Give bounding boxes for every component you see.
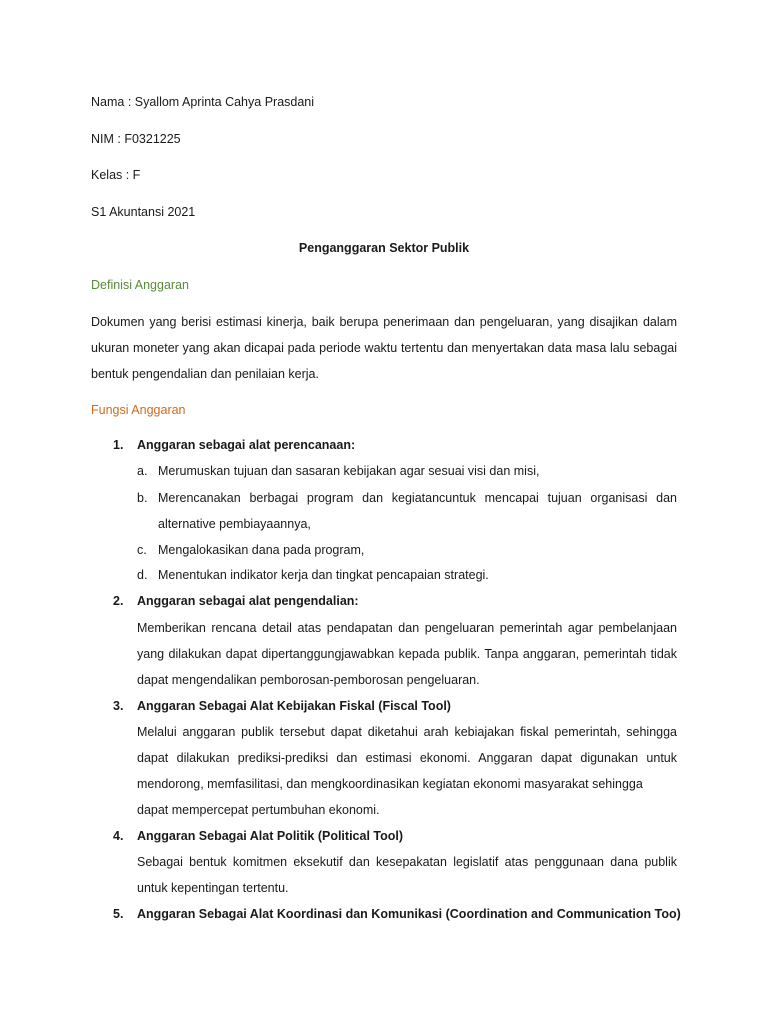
list-item-body: Melalui anggaran publik tersebut dapat diketahui arah kebiajakan fiskal pemerintah, sehingga [137, 725, 677, 739]
sublist-text: Merumuskan tujuan dan sasaran kebijakan agar sesuai visi dan misi, [158, 464, 540, 478]
list-item-body: dapat mempercepat pertumbuhan ekonomi. [137, 803, 380, 817]
sublist-letter: c. [137, 543, 147, 557]
list-item-body: yang dilakukan dapat dipertanggungjawabkan kepada publik. Tanpa anggaran, pemerintah tidak [137, 647, 677, 661]
student-name: Nama : Syallom Aprinta Cahya Prasdani [91, 95, 315, 109]
sublist-letter: a. [137, 464, 148, 478]
list-item-title: Anggaran sebagai alat perencanaan: [137, 438, 356, 452]
list-item-body: dapat mengendalikan pemborosan-pemborosan pengeluaran. [137, 673, 480, 687]
document-title: Penganggaran Sektor Publik [298, 241, 470, 255]
list-number: 3. [113, 699, 124, 713]
sublist-text: Mengalokasikan dana pada program, [158, 543, 365, 557]
list-number: 1. [113, 438, 124, 452]
sublist-letter: d. [137, 568, 148, 582]
section-heading-definisi: Definisi Anggaran [91, 278, 189, 292]
student-nim: NIM : F0321225 [91, 132, 181, 146]
list-number: 5. [113, 907, 124, 921]
section-heading-fungsi: Fungsi Anggaran [91, 403, 186, 417]
student-program: S1 Akuntansi 2021 [91, 205, 196, 219]
sublist-text: Menentukan indikator kerja dan tingkat pencapaian strategi. [158, 568, 489, 582]
list-number: 2. [113, 594, 124, 608]
list-item-body: dapat dilakukan prediksi-prediksi dan estimasi ekonomi. Anggaran dapat digunakan untuk [137, 751, 677, 765]
definisi-line: ukuran moneter yang akan dicapai pada periode waktu tertentu dan menyertakan data masa lalu sebagai [91, 341, 677, 355]
sublist-text: Merencanakan berbagai program dan kegiatancuntuk mencapai tujuan organisasi dan [158, 491, 677, 505]
list-item-title: Anggaran Sebagai Alat Kebijakan Fiskal (Fiscal Tool) [137, 699, 451, 713]
list-item-body: untuk kepentingan tertentu. [137, 881, 289, 895]
sublist-text: alternative pembiayaannya, [158, 517, 311, 531]
list-item-body: Sebagai bentuk komitmen eksekutif dan kesepakatan legislatif atas penggunaan dana publik [137, 855, 677, 869]
sublist-letter: b. [137, 491, 148, 505]
definisi-line: bentuk pengendalian dan penilaian kerja. [91, 367, 319, 381]
list-item-title: Anggaran Sebagai Alat Koordinasi dan Komunikasi (Coordination and Communication Too) [137, 907, 681, 921]
list-number: 4. [113, 829, 124, 843]
list-item-body: Memberikan rencana detail atas pendapatan dan pengeluaran pemerintah agar pembelanjaan [137, 621, 677, 635]
definisi-line: Dokumen yang berisi estimasi kinerja, baik berupa penerimaan dan pengeluaran, yang disajikan dalam [91, 315, 677, 329]
list-item-title: Anggaran sebagai alat pengendalian: [137, 594, 359, 608]
list-item-title: Anggaran Sebagai Alat Politik (Political Tool) [137, 829, 404, 843]
student-class: Kelas : F [91, 168, 141, 182]
list-item-body: mendorong, memfasilitasi, dan mengkoordinasikan kegiatan ekonomi masyarakat sehingga [137, 777, 643, 791]
